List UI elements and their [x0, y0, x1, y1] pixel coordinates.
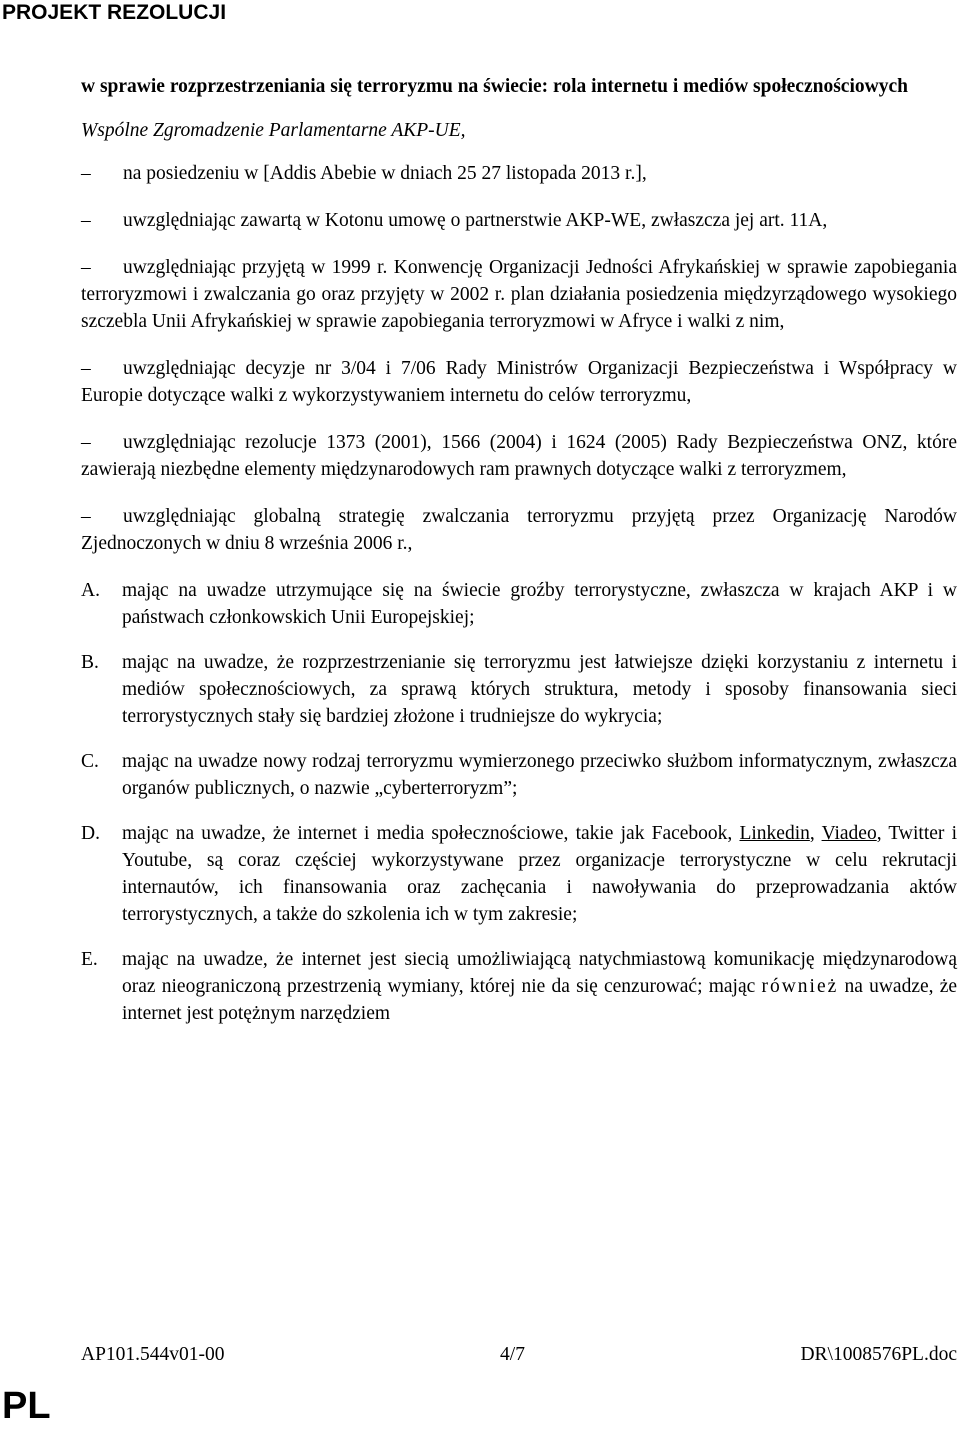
recital-text: mając na uwadze, że internet jest siecią umożliwiającą natychmiastową komunikację międzynarodową oraz nieograniczoną przestrzenią wymiany, której nie da się cenzurować; mając również na uwadze, że internet jest potężnym narzędziem: [122, 949, 958, 1024]
dash-marker: –: [81, 506, 91, 527]
document-file-name: DR\1008576PL.doc: [800, 1344, 957, 1365]
recital-a: [81, 577, 957, 631]
recital-letter: C.: [81, 751, 99, 772]
recital-d: [81, 820, 957, 928]
recital-c: [81, 748, 957, 802]
recital-e: [81, 946, 957, 1027]
language-code: PL: [2, 1385, 51, 1427]
document-body: [81, 73, 957, 1045]
citation-item: – uwzględniając globalną strategię zwalczania terroryzmu przyjętą przez Organizację Narodów Zjednoczonych w dniu 8 września 2006 r.,: [81, 503, 957, 557]
recital-letter: E.: [81, 949, 98, 970]
recital-letter: D.: [81, 823, 100, 844]
resolution-author: Wspólne Zgromadzenie Parlamentarne AKP-UE,: [81, 120, 466, 141]
recital-b: [81, 649, 957, 730]
document-reference: AP101.544v01-00: [81, 1344, 225, 1365]
page-heading: PROJEKT REZOLUCJI: [2, 1, 227, 24]
recital-letter: B.: [81, 652, 99, 673]
resolution-subject: w sprawie rozprzestrzeniania się terroryzmu na świecie: rola internetu i mediów społecznościowych: [81, 76, 908, 97]
recital-text: mając na uwadze nowy rodzaj terroryzmu wymierzonego przeciwko służbom informatycznym, zwłaszcza organów publicznych, o nazwie „cyberterroryzm”;: [122, 751, 957, 799]
citation-item: – uwzględniając zawartą w Kotonu umowę o partnerstwie AKP-WE, zwłaszcza jej art. 11A,: [81, 207, 957, 234]
recital-letter: A.: [81, 580, 100, 601]
citation-item: – na posiedzeniu w [Addis Abebie w dniach 25 27 listopada 2013 r.],: [81, 160, 957, 187]
recital-text: mając na uwadze, że rozprzestrzenianie się terroryzmu jest łatwiejsze dzięki korzystaniu z internetu i mediów społecznościowych, za sprawą których struktura, metody i sposoby finansowania sieci terrorystycznych stały się bardziej złożone i trudniejsze do wykrycia;: [122, 652, 957, 727]
citation-item: – uwzględniając przyjętą w 1999 r. Konwencję Organizacji Jedności Afrykańskiej w sprawie zapobiegania terroryzmowi i zwalczania go oraz przyjęty w 2002 r. plan działania posiedzenia międzyrządowego wysokiego szczebla Unii Afrykańskiej w sprawie zapobiegania terroryzmowi w Afryce i walki z nim,: [81, 254, 957, 335]
page-number: 4/7: [500, 1344, 525, 1365]
dash-marker: –: [81, 163, 91, 184]
link-linkedin[interactable]: Linkedin: [739, 823, 810, 844]
citation-item: – uwzględniając decyzje nr 3/04 i 7/06 Rady Ministrów Organizacji Bezpieczeństwa i Współpracy w Europie dotyczące walki z wykorzystywaniem internetu do celów terroryzmu,: [81, 355, 957, 409]
link-viadeo[interactable]: Viadeo: [821, 823, 877, 844]
dash-marker: –: [81, 358, 91, 379]
recital-text: mając na uwadze utrzymujące się na świecie groźby terrorystyczne, zwłaszcza w krajach AKP i w państwach członkowskich Unii Europejskiej;: [122, 580, 957, 628]
recital-text: mając na uwadze, że internet i media społecznościowe, takie jak Facebook, Linkedin, Viadeo, Twitter i Youtube, są coraz częściej wykorzystywane przez organizacje terrorystyczne w celu rekrutacji internautów, ich finansowania oraz zachęcania i nawoływania do przeprowadzania aktów terrorystycznych, a także do szkolenia ich w tym zakresie;: [122, 823, 957, 925]
dash-marker: –: [81, 257, 91, 278]
citation-item: – uwzględniając rezolucje 1373 (2001), 1566 (2004) i 1624 (2005) Rady Bezpieczeństwa ONZ, które zawierają niezbędne elementy międzynarodowych ram prawnych dotyczące walki z terroryzmem,: [81, 429, 957, 483]
emphasis-text: również: [761, 976, 839, 997]
dash-marker: –: [81, 210, 91, 231]
dash-marker: –: [81, 432, 91, 453]
page-footer: [81, 1341, 957, 1368]
